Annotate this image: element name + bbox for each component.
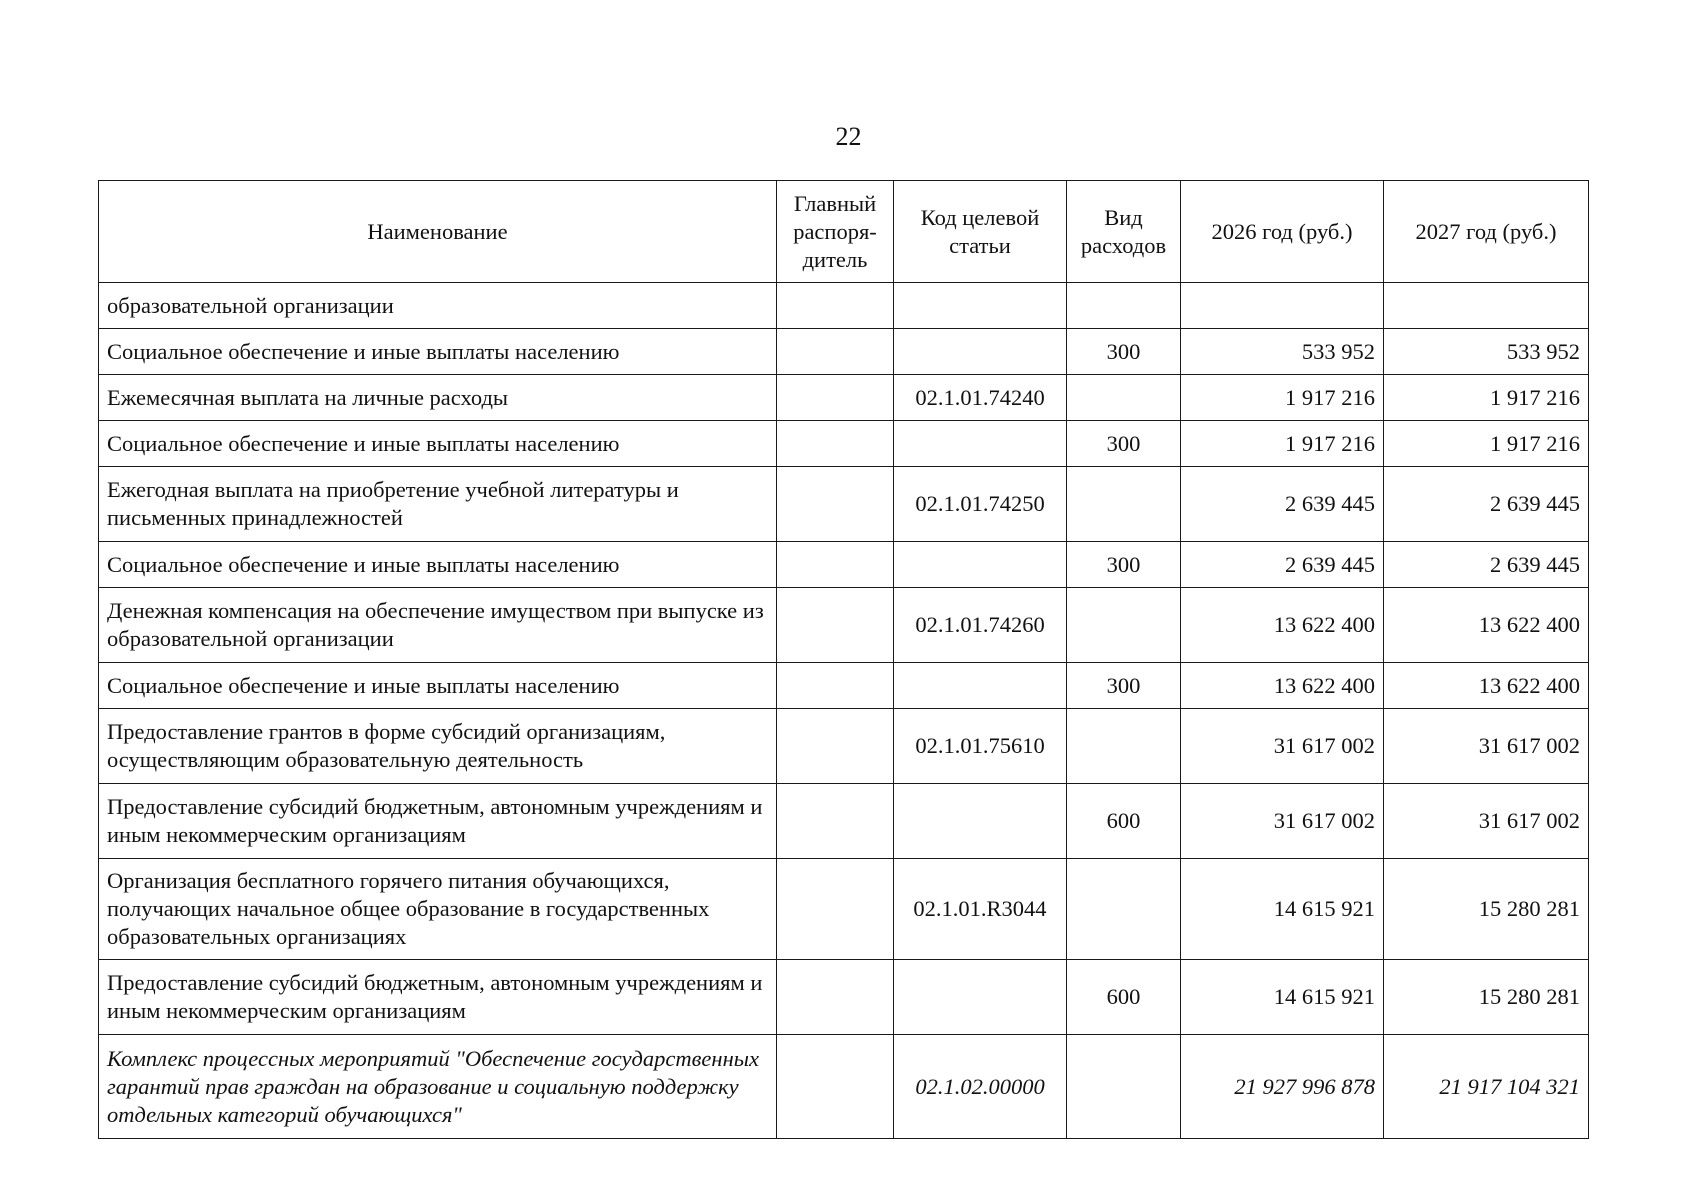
row-kind-cell: 300 [1067, 663, 1181, 709]
row-name-cell: Предоставление субсидий бюджетным, автономным учреждениям и иным некоммерческим организациям [99, 784, 777, 859]
row-kind-cell: 300 [1067, 421, 1181, 467]
row-owner-cell [777, 588, 894, 663]
row-2026-cell: 1 917 216 [1181, 421, 1384, 467]
table-header-row [99, 181, 1589, 283]
header-name: Наименование [99, 181, 777, 283]
row-2027-cell [1384, 283, 1589, 329]
row-owner-cell [777, 1035, 894, 1139]
row-kind-cell [1067, 467, 1181, 542]
row-code-cell: 02.1.01.74250 [894, 467, 1067, 542]
row-owner-cell [777, 329, 894, 375]
row-2027-cell: 13 622 400 [1384, 588, 1589, 663]
table-row [99, 1035, 1589, 1139]
row-kind-cell: 600 [1067, 784, 1181, 859]
row-2026-cell: 2 639 445 [1181, 467, 1384, 542]
table-row [99, 375, 1589, 421]
row-2027-cell: 31 617 002 [1384, 709, 1589, 784]
row-2027-cell: 15 280 281 [1384, 859, 1589, 960]
row-2027-cell: 13 622 400 [1384, 663, 1589, 709]
table-row [99, 421, 1589, 467]
row-2027-cell: 533 952 [1384, 329, 1589, 375]
row-code-cell [894, 784, 1067, 859]
header-2027: 2027 год (руб.) [1384, 181, 1589, 283]
row-owner-cell [777, 542, 894, 588]
row-name-cell: Социальное обеспечение и иные выплаты населению [99, 421, 777, 467]
table-row [99, 542, 1589, 588]
row-name-cell: Предоставление субсидий бюджетным, автономным учреждениям и иным некоммерческим организациям [99, 960, 777, 1035]
header-owner: Главный распоря-дитель [777, 181, 894, 283]
row-name-cell: Ежемесячная выплата на личные расходы [99, 375, 777, 421]
row-2027-cell: 1 917 216 [1384, 375, 1589, 421]
row-2026-cell: 1 917 216 [1181, 375, 1384, 421]
row-owner-cell [777, 709, 894, 784]
table-body [99, 283, 1589, 1139]
row-name-cell: Социальное обеспечение и иные выплаты населению [99, 663, 777, 709]
row-kind-cell [1067, 588, 1181, 663]
row-kind-cell [1067, 375, 1181, 421]
row-owner-cell [777, 375, 894, 421]
row-2027-cell: 15 280 281 [1384, 960, 1589, 1035]
row-2027-cell: 31 617 002 [1384, 784, 1589, 859]
header-kind: Вид расходов [1067, 181, 1181, 283]
row-2026-cell: 14 615 921 [1181, 960, 1384, 1035]
row-kind-cell [1067, 1035, 1181, 1139]
row-code-cell [894, 663, 1067, 709]
row-2026-cell: 31 617 002 [1181, 709, 1384, 784]
table-row [99, 709, 1589, 784]
row-kind-cell: 300 [1067, 329, 1181, 375]
row-kind-cell: 600 [1067, 960, 1181, 1035]
row-code-cell: 02.1.01.74240 [894, 375, 1067, 421]
row-name-cell: Организация бесплатного горячего питания обучающихся, получающих начальное общее образование в государственных образовательных организациях [99, 859, 777, 960]
row-2027-cell: 2 639 445 [1384, 467, 1589, 542]
table-row [99, 283, 1589, 329]
row-2026-cell: 14 615 921 [1181, 859, 1384, 960]
row-code-cell [894, 542, 1067, 588]
row-code-cell [894, 329, 1067, 375]
row-kind-cell [1067, 283, 1181, 329]
table-row [99, 329, 1589, 375]
row-2026-cell: 21 927 996 878 [1181, 1035, 1384, 1139]
row-name-cell: Социальное обеспечение и иные выплаты населению [99, 542, 777, 588]
table-row [99, 588, 1589, 663]
row-owner-cell [777, 960, 894, 1035]
row-code-cell [894, 283, 1067, 329]
header-2026: 2026 год (руб.) [1181, 181, 1384, 283]
row-2027-cell: 2 639 445 [1384, 542, 1589, 588]
row-owner-cell [777, 784, 894, 859]
table-row [99, 960, 1589, 1035]
table-row [99, 663, 1589, 709]
row-2027-cell: 21 917 104 321 [1384, 1035, 1589, 1139]
row-2026-cell: 13 622 400 [1181, 588, 1384, 663]
row-kind-cell [1067, 859, 1181, 960]
row-kind-cell [1067, 709, 1181, 784]
budget-table [98, 180, 1589, 1139]
row-code-cell [894, 421, 1067, 467]
row-2026-cell: 13 622 400 [1181, 663, 1384, 709]
header-code: Код целевой статьи [894, 181, 1067, 283]
table-row [99, 859, 1589, 960]
row-2026-cell: 533 952 [1181, 329, 1384, 375]
table-row [99, 784, 1589, 859]
row-name-cell: Ежегодная выплата на приобретение учебной литературы и письменных принадлежностей [99, 467, 777, 542]
row-kind-cell: 300 [1067, 542, 1181, 588]
page-number: 22 [835, 122, 862, 151]
row-owner-cell [777, 467, 894, 542]
row-name-cell: Комплекс процессных мероприятий "Обеспечение государственных гарантий прав граждан на образование и социальную поддержку отдельных категорий обучающихся" [99, 1035, 777, 1139]
row-code-cell: 02.1.02.00000 [894, 1035, 1067, 1139]
row-code-cell: 02.1.01.74260 [894, 588, 1067, 663]
row-2026-cell: 2 639 445 [1181, 542, 1384, 588]
row-2027-cell: 1 917 216 [1384, 421, 1589, 467]
table-row [99, 467, 1589, 542]
row-code-cell: 02.1.01.R3044 [894, 859, 1067, 960]
row-name-cell: Социальное обеспечение и иные выплаты населению [99, 329, 777, 375]
row-owner-cell [777, 283, 894, 329]
row-owner-cell [777, 663, 894, 709]
row-name-cell: Предоставление грантов в форме субсидий организациям, осуществляющим образовательную деятельность [99, 709, 777, 784]
row-owner-cell [777, 859, 894, 960]
row-code-cell [894, 960, 1067, 1035]
row-name-cell: Денежная компенсация на обеспечение имуществом при выпуске из образовательной организации [99, 588, 777, 663]
row-owner-cell [777, 421, 894, 467]
row-name-cell: образовательной организации [99, 283, 777, 329]
row-2026-cell: 31 617 002 [1181, 784, 1384, 859]
row-code-cell: 02.1.01.75610 [894, 709, 1067, 784]
row-2026-cell [1181, 283, 1384, 329]
